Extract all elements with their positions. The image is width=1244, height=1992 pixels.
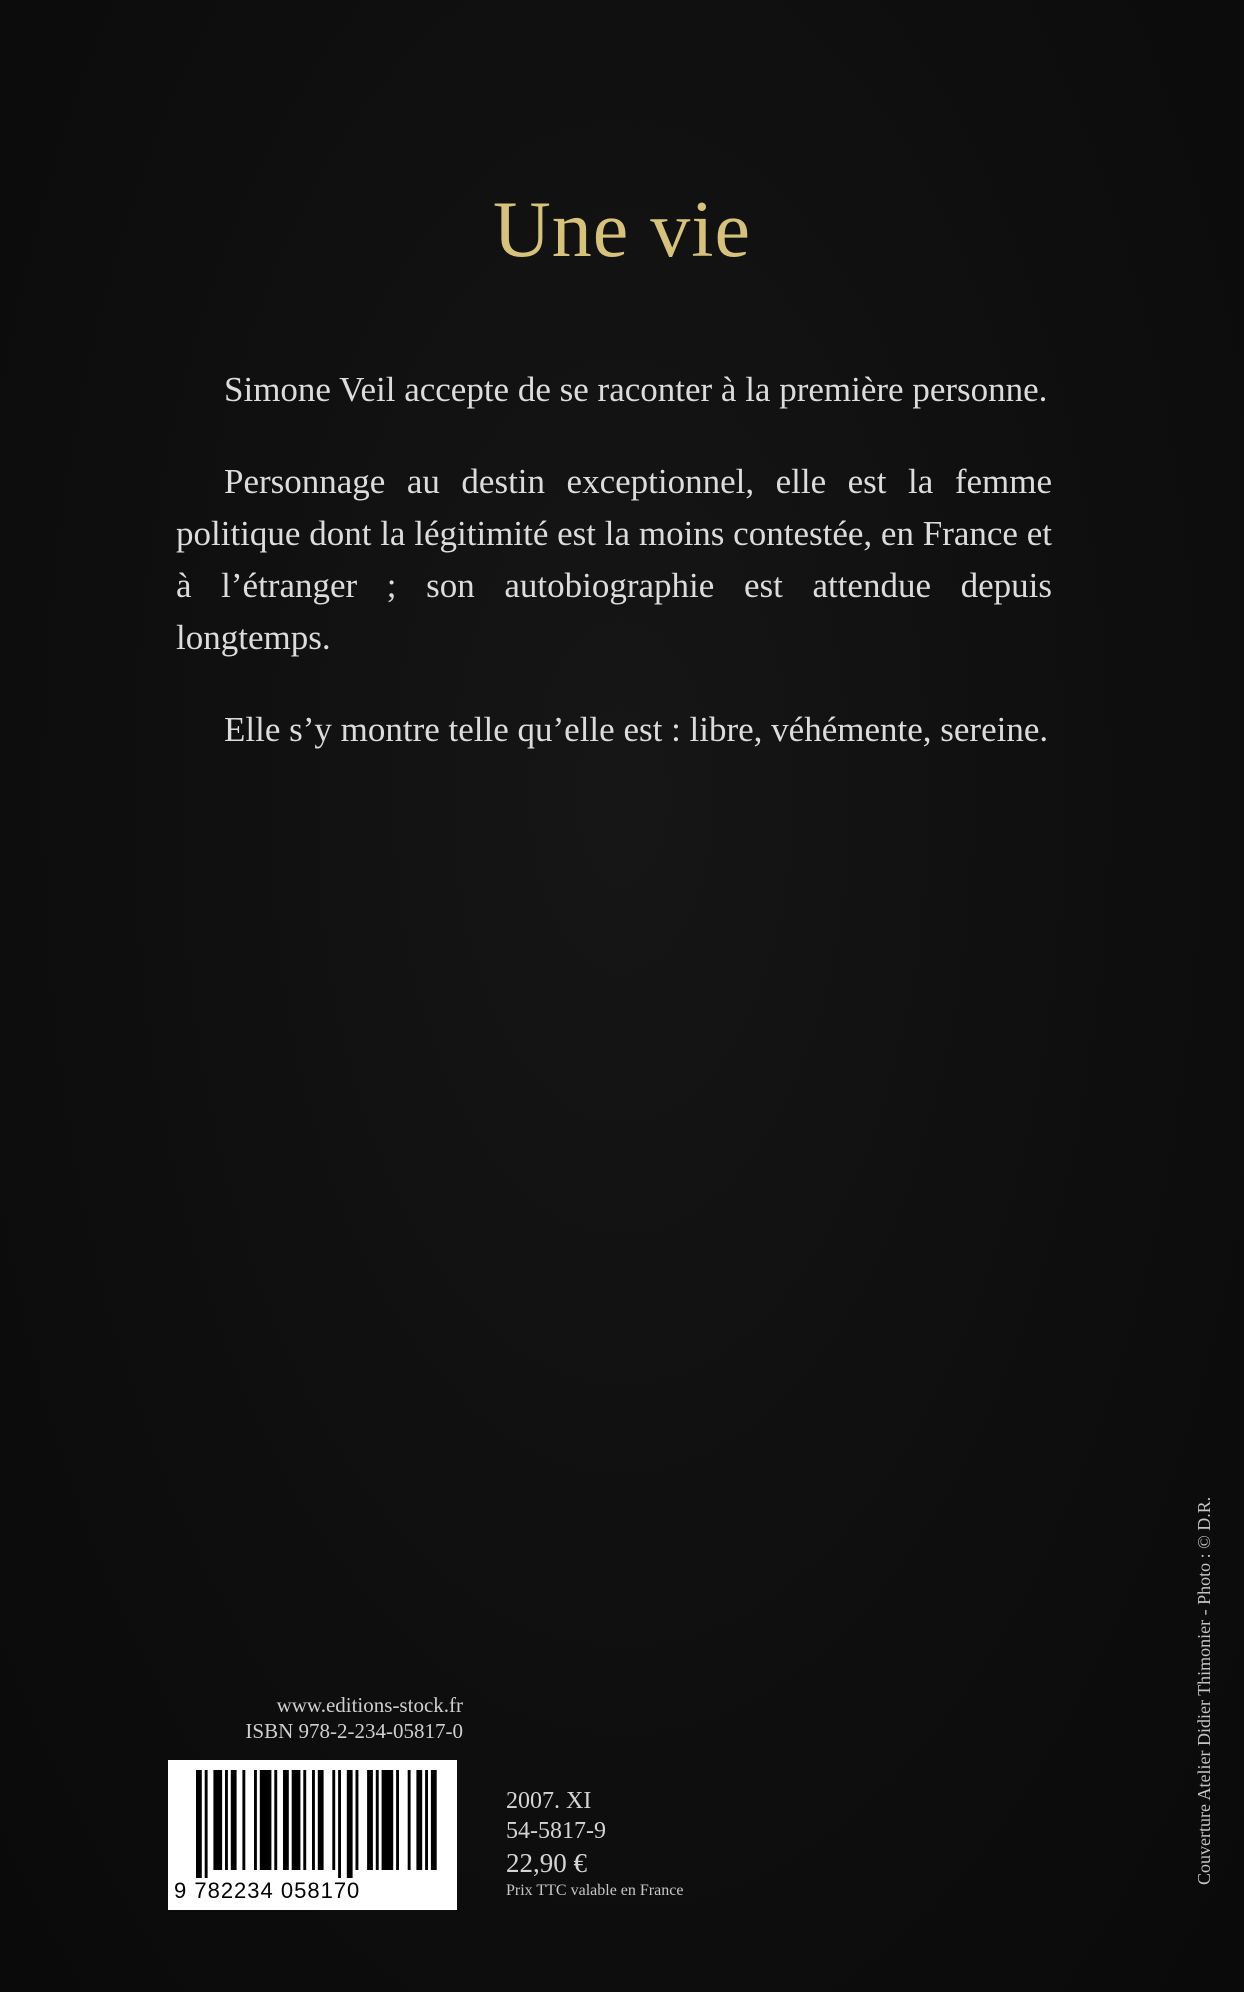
barcode-bar: [338, 1770, 341, 1878]
barcode-bar: [431, 1770, 437, 1870]
publisher-website: www.editions-stock.fr: [276, 1693, 463, 1717]
barcode-bar: [347, 1770, 353, 1878]
barcode-bar: [367, 1770, 373, 1870]
barcode-bar: [382, 1770, 394, 1870]
edition-code: 2007. XI: [506, 1788, 592, 1814]
barcode-bar: [356, 1770, 359, 1870]
price-info: [506, 1786, 683, 1902]
barcode-bar: [408, 1770, 411, 1870]
reference-number: 54-5817-9: [506, 1818, 606, 1844]
barcode-bar: [318, 1770, 324, 1870]
price-note: Prix TTC valable en France: [506, 1882, 684, 1899]
blurb-paragraph: Personnage au destin exceptionnel, elle est la femme politique dont la légitimité est la moins contestée, en France et à l’étranger ; son autobiographie est attendue depuis longtemps.: [176, 462, 1052, 657]
barcode: [168, 1760, 457, 1910]
barcode-bar: [292, 1770, 301, 1870]
barcode-bar: [396, 1770, 399, 1870]
barcode-bar: [283, 1770, 289, 1870]
blurb-paragraph: Simone Veil accepte de se raconter à la première personne.: [224, 370, 1048, 409]
barcode-bar: [332, 1770, 335, 1870]
barcode-bar: [213, 1770, 222, 1870]
barcode-bar: [274, 1770, 277, 1870]
barcode-bar: [205, 1770, 208, 1878]
back-cover-blurb: [176, 364, 1052, 796]
barcode-bar: [312, 1770, 315, 1870]
cover-credit: Couverture Atelier Didier Thimonier - Photo : © D.R.: [1194, 1496, 1214, 1885]
barcode-bar: [231, 1770, 237, 1870]
barcode-bar: [376, 1770, 379, 1870]
barcode-bar: [254, 1770, 257, 1870]
book-title: Une vie: [492, 186, 751, 274]
barcode-bar: [303, 1770, 306, 1870]
publisher-info: [183, 1692, 463, 1744]
barcode-bar: [225, 1770, 228, 1870]
barcode-bars-icon: [168, 1760, 457, 1880]
barcode-digits: 9 782234 058170: [174, 1878, 361, 1903]
barcode-bar: [196, 1770, 202, 1878]
barcode-bar: [242, 1770, 245, 1870]
blurb-paragraph: Elle s’y montre telle qu’elle est : libre, véhémente, sereine.: [224, 710, 1049, 749]
price: 22,90 €: [506, 1848, 587, 1878]
barcode-bar: [425, 1770, 428, 1870]
barcode-bar: [260, 1770, 272, 1870]
isbn-text: ISBN 978-2-234-05817-0: [245, 1719, 463, 1743]
barcode-bar: [416, 1770, 422, 1870]
